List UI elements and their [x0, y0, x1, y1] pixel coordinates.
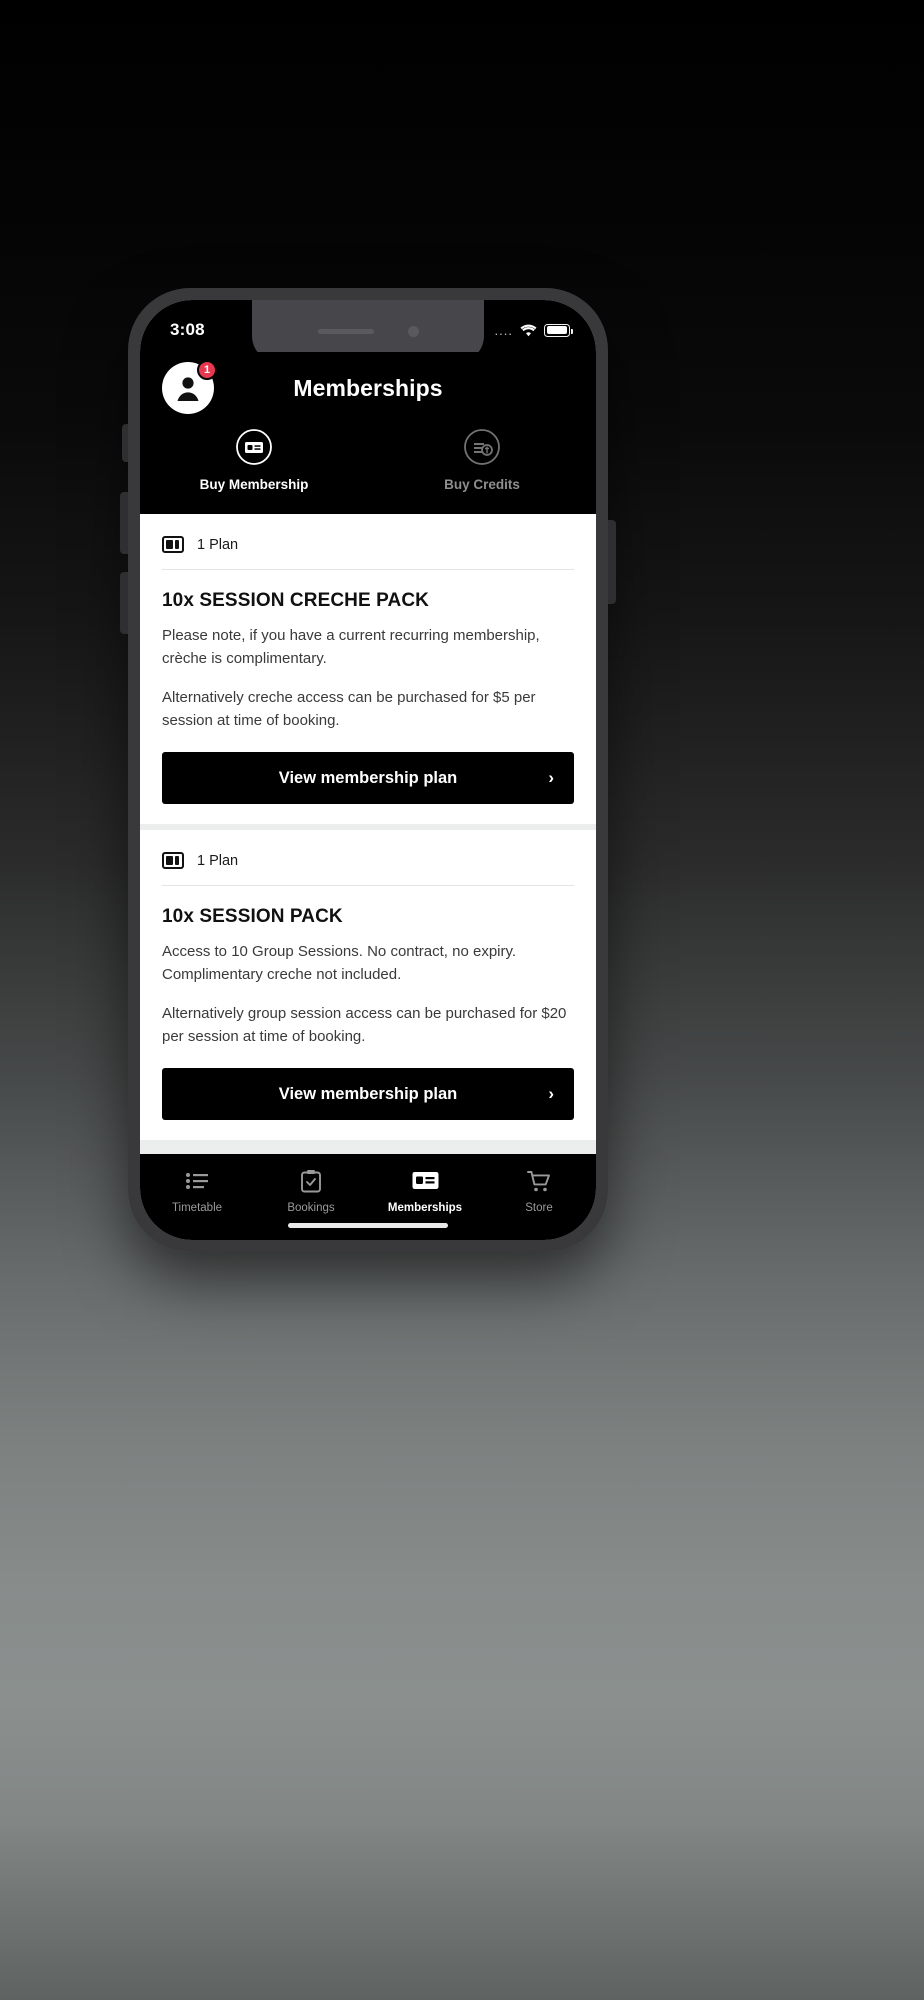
app-header: [140, 352, 596, 414]
avatar[interactable]: [162, 362, 214, 414]
app-screen: [140, 300, 596, 1240]
tab-bookings-label: Bookings: [287, 1202, 335, 1214]
view-membership-plan-label: View membership plan: [278, 768, 458, 787]
earpiece-speaker: [318, 329, 374, 334]
view-membership-plan-button[interactable]: [162, 1068, 574, 1120]
tab-buy-credits-label: Buy Credits: [444, 477, 520, 492]
plan-card-icon: [162, 852, 184, 869]
clipboard-check-icon: [300, 1168, 322, 1194]
home-indicator[interactable]: [288, 1223, 448, 1228]
notification-badge: 1: [197, 360, 217, 380]
plan-row: [162, 514, 574, 570]
plan-card-icon: [162, 536, 184, 553]
chevron-right-icon: ›: [548, 1084, 554, 1103]
membership-card-session-pack: [140, 830, 596, 1140]
tab-store[interactable]: [482, 1168, 596, 1214]
view-membership-plan-button[interactable]: [162, 752, 574, 804]
card-paragraph: Alternatively group session access can be purchased for $20 per session at time of booking.: [162, 1004, 567, 1045]
segmented-tabs: [140, 414, 596, 514]
card-paragraph: Access to 10 Group Sessions. No contract, no expiry. Complimentary creche not included.: [162, 943, 517, 984]
status-bar: [140, 300, 596, 352]
membership-card-icon: [235, 428, 273, 466]
tab-buy-membership-label: Buy Membership: [199, 477, 309, 492]
membership-card-creche-pack: [140, 514, 596, 824]
tab-memberships-label: Memberships: [387, 1202, 463, 1214]
membership-list: [140, 514, 596, 1154]
card-title: 10x SESSION CRECHE PACK: [162, 590, 429, 611]
tab-store-label: Store: [525, 1202, 553, 1214]
card-paragraph: Alternatively creche access can be purchased for $5 per session at time of booking.: [162, 688, 536, 729]
view-membership-plan-label: View membership plan: [278, 1084, 458, 1103]
tab-buy-membership[interactable]: [140, 428, 368, 492]
phone-frame: [128, 288, 608, 1252]
plan-row: [162, 830, 574, 886]
shopping-cart-icon: [527, 1168, 551, 1194]
plan-count-label: 1 Plan: [197, 536, 239, 553]
tab-buy-credits[interactable]: [368, 428, 596, 492]
status-time: 3:08: [170, 320, 205, 339]
tab-timetable[interactable]: [140, 1168, 254, 1214]
tab-memberships[interactable]: [368, 1168, 482, 1214]
signal-icon: ....: [494, 322, 513, 338]
credits-coin-icon: [463, 428, 501, 466]
membership-card-icon: [412, 1168, 439, 1194]
tab-bookings[interactable]: [254, 1168, 368, 1214]
front-camera: [408, 326, 419, 337]
card-title: 10x SESSION PACK: [162, 906, 343, 927]
card-paragraph: Please note, if you have a current recurring membership, crèche is complimentary.: [162, 627, 540, 668]
list-icon: [186, 1168, 208, 1194]
wifi-icon: [520, 324, 537, 337]
page-title: Memberships: [293, 374, 443, 401]
plan-count-label: 1 Plan: [197, 852, 239, 869]
tab-timetable-label: Timetable: [171, 1202, 223, 1214]
battery-full-icon: [544, 324, 570, 337]
chevron-right-icon: ›: [548, 768, 554, 787]
power-button[interactable]: [607, 520, 616, 604]
